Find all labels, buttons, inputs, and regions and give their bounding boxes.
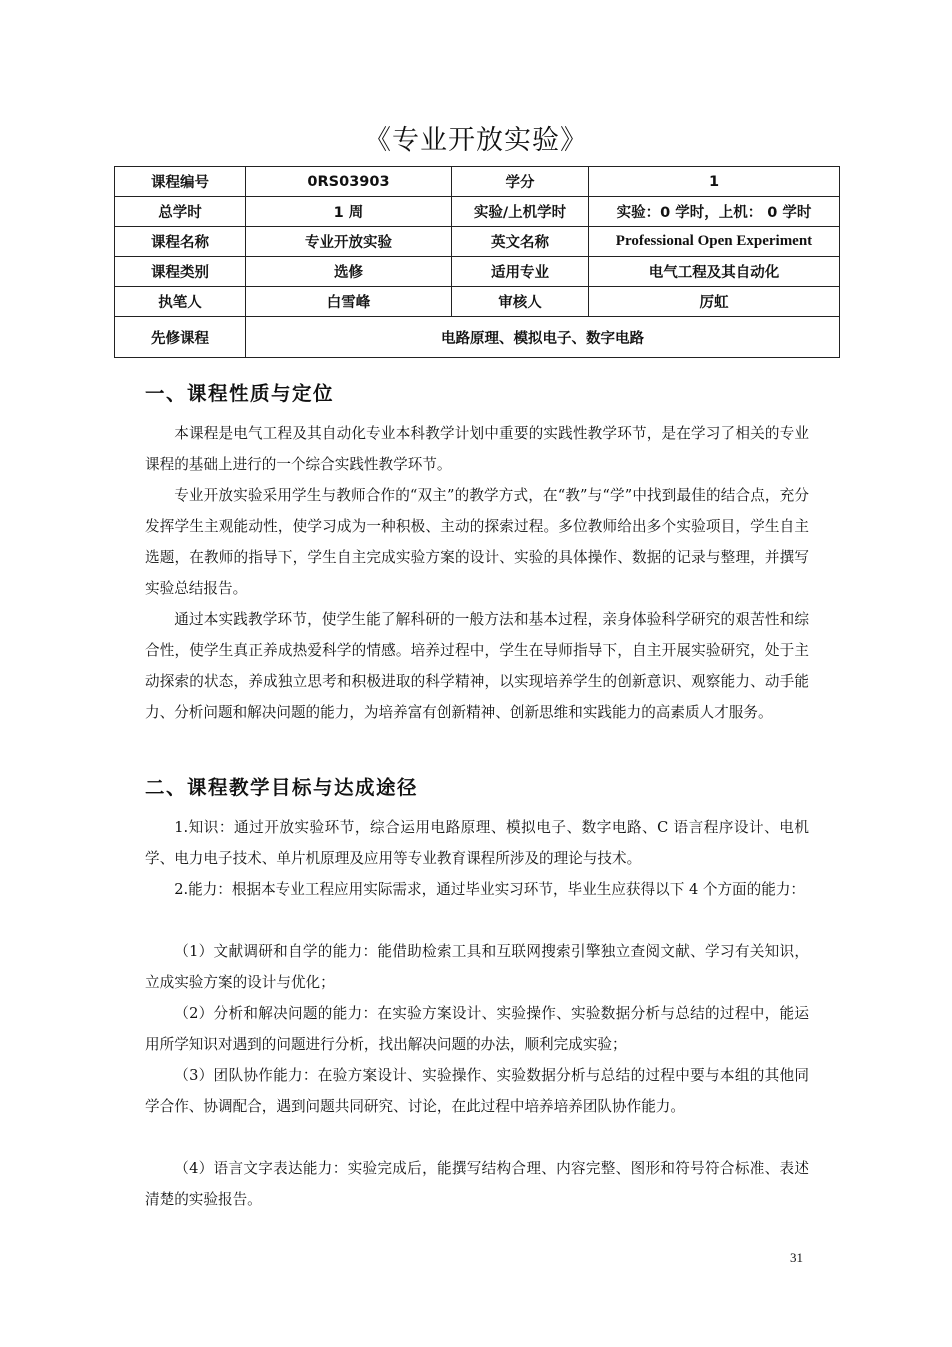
page-number: 31 [790,1250,803,1265]
table-label-cell: 总学时 [115,197,246,227]
table-label-cell: 课程类别 [115,257,246,287]
section-heading: 一、课程性质与定位 [145,382,335,405]
paragraph: （4）语言文字表达能力：实验完成后，能撰写结构合理、内容完整、图形和符号符合标准、表述清楚的实验报告。 [145,1160,809,1208]
table-label-cell: 实验/上机学时 [452,197,589,227]
paragraph: 专业开放实验采用学生与教师合作的“双主”的教学方式，在“教”与“学”中找到最佳的结合点，充分发挥学生主观能动性，使学习成为一种积极、主动的探索过程。多位教师给出多个实验项目，学生自主选题，在教师的指导下，学生自主完成实验方案的设计、实验的具体操作、数据的记录与整理，并撰写实验总结报告。 [145,487,809,597]
table-value-cell: 1 周 [246,197,452,227]
table-row [115,287,840,317]
paragraph: 1.知识：通过开放实验环节，综合运用电路原理、模拟电子、数字电路、C 语言程序设计、电机学、电力电子技术、单片机原理及应用等专业教育课程所涉及的理论与技术。 [145,819,809,867]
table-label-cell: 学分 [452,167,589,197]
table-label-cell: 审核人 [452,287,589,317]
course-info-table [114,166,840,358]
table-value-cell: 白雪峰 [246,287,452,317]
table-value-cell: Professional Open Experiment [589,227,840,257]
paragraph: （2）分析和解决问题的能力：在实验方案设计、实验操作、实验数据分析与总结的过程中，能运用所学知识对遇到的问题进行分析，找出解决问题的办法，顺利完成实验； [145,1005,809,1053]
paragraph: 本课程是电气工程及其自动化专业本科教学计划中重要的实践性教学环节，是在学习了相关的专业课程的基础上进行的一个综合实践性教学环节。 [145,425,809,473]
table-row [115,317,840,358]
table-label-cell: 适用专业 [452,257,589,287]
table-value-cell: 电气工程及其自动化 [589,257,840,287]
table-label-cell: 英文名称 [452,227,589,257]
table-row [115,257,840,287]
table-label-cell: 执笔人 [115,287,246,317]
table-value-cell: 厉虹 [589,287,840,317]
table-value-cell: 1 [589,167,840,197]
table-value-cell: 实验：0 学时，上机： 0 学时 [589,197,840,227]
paragraph: （3）团队协作能力：在验方案设计、实验操作、实验数据分析与总结的过程中要与本组的其他同学合作、协调配合，遇到问题共同研究、讨论，在此过程中培养培养团队协作能力。 [145,1067,809,1115]
table-value-cell: 电路原理、模拟电子、数字电路 [246,317,840,358]
table-label-cell: 课程名称 [115,227,246,257]
paragraph: （1）文献调研和自学的能力：能借助检索工具和互联网搜索引擎独立查阅文献、学习有关知识，立成实验方案的设计与优化； [145,943,809,991]
table-value-cell: 选修 [246,257,452,287]
table-row [115,167,840,197]
table-row [115,227,840,257]
section-heading: 二、课程教学目标与达成途径 [145,776,419,799]
table-label-cell: 先修课程 [115,317,246,358]
table-value-cell: 0RS03903 [246,167,452,197]
table-value-cell: 专业开放实验 [246,227,452,257]
table-label-cell: 课程编号 [115,167,246,197]
table-row [115,197,840,227]
document-title: 《专业开放实验》 [364,125,588,156]
paragraph: 通过本实践教学环节，使学生能了解科研的一般方法和基本过程，亲身体验科学研究的艰苦性和综合性，使学生真正养成热爱科学的情感。培养过程中，学生在导师指导下，自主开展实验研究，处于主动探索的状态，养成独立思考和积极进取的科学精神，以实现培养学生的创新意识、观察能力、动手能力、分析问题和解决问题的能力，为培养富有创新精神、创新思维和实践能力的高素质人才服务。 [145,611,809,721]
paragraph: 2.能力：根据本专业工程应用实际需求，通过毕业实习环节，毕业生应获得以下 4 个方面的能力： [174,881,806,898]
